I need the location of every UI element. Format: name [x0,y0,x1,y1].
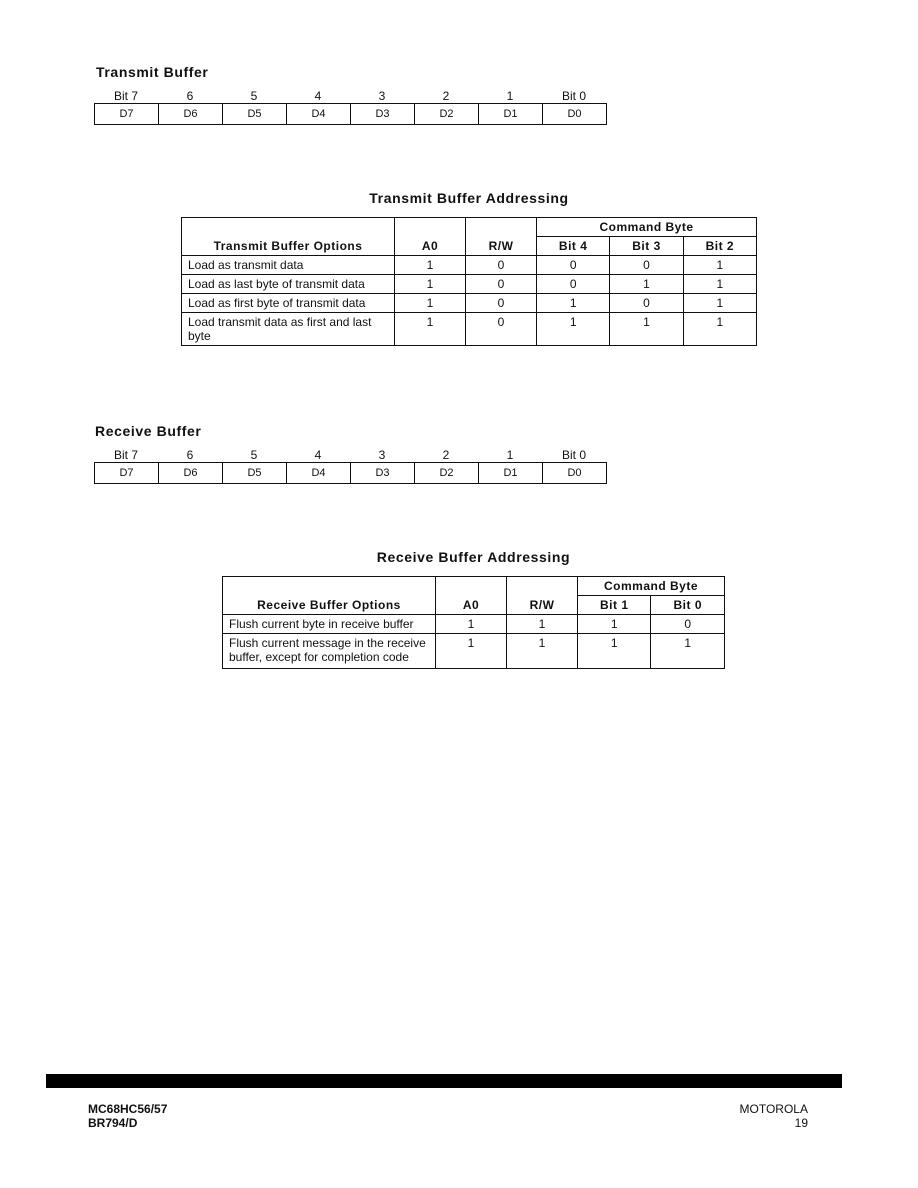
a0-cell: 1 [395,256,466,275]
bit-cell: D7 [119,467,134,479]
a0-cell: 1 [395,313,466,346]
bit-number: 5 [250,89,258,103]
options-header: Transmit Buffer Options [182,218,395,256]
bit-number: 1 [506,448,514,462]
receive-addressing-table [222,576,725,669]
bit-header: Bit 0 [651,596,725,615]
bit-cell: 1 [578,615,651,634]
option-cell: Load as transmit data [182,256,395,275]
bit-header: Bit 3 [610,237,683,256]
table-row [182,256,757,275]
rw-header: R/W [507,577,578,615]
bit-number: Bit 0 [561,89,586,103]
document-code: BR794/D [88,1116,138,1130]
bit-cell: 1 [578,634,651,669]
bit-number: 6 [186,448,194,462]
table-row [223,634,725,669]
bit-number-row [94,448,607,462]
option-cell: Load as first byte of transmit data [182,294,395,313]
option-cell: Flush current byte in receive buffer [223,615,436,634]
bit-cell: 0 [651,615,725,634]
rw-cell: 0 [466,275,537,294]
bit-cell: D3 [350,463,414,483]
bit-cell: 1 [683,275,756,294]
bit-number: 6 [186,89,194,103]
a0-cell: 1 [395,275,466,294]
bit-number: 4 [314,89,322,103]
bit-cell: D2 [414,463,478,483]
transmit-addressing-table [181,217,757,346]
a0-cell: 1 [436,615,507,634]
publisher-name: MOTOROLA [739,1102,808,1116]
bit-cell-row [94,462,607,484]
a0-header: A0 [395,218,466,256]
table-row [182,294,757,313]
receive-buffer-register [94,448,607,484]
page-number: 19 [794,1116,808,1130]
bit-cell: D0 [542,104,606,124]
bit-cell: 1 [537,313,610,346]
rw-cell: 0 [466,313,537,346]
bit-cell: 0 [610,294,683,313]
bit-cell: D3 [350,104,414,124]
bit-cell: 1 [610,313,683,346]
bit-cell-row [94,103,607,125]
bit-cell: 1 [683,294,756,313]
options-header: Receive Buffer Options [223,577,436,615]
bit-cell: D6 [158,463,222,483]
bit-header: Bit 4 [537,237,610,256]
rw-cell: 0 [466,294,537,313]
bit-cell: D1 [478,463,542,483]
bit-number: 5 [250,448,258,462]
bit-cell: D6 [158,104,222,124]
command-byte-header: Command Byte [537,218,757,237]
bit-cell: D7 [119,108,134,120]
bit-number: 2 [442,89,450,103]
bit-cell: 1 [683,313,756,346]
bit-number: 2 [442,448,450,462]
option-cell: Flush current message in the receive buffer, except for completion code [223,634,436,669]
a0-header: A0 [436,577,507,615]
bit-header: Bit 2 [683,237,756,256]
document-part-number: MC68HC56/57 [88,1102,168,1116]
table-row [182,275,757,294]
bit-cell: D4 [286,104,350,124]
bit-number: Bit 0 [561,448,586,462]
rw-cell: 1 [507,615,578,634]
table-row [182,313,757,346]
a0-cell: 1 [395,294,466,313]
bit-number: 3 [378,89,386,103]
option-cell: Load transmit data as first and last byte [182,313,395,346]
bit-header: Bit 1 [578,596,651,615]
bit-number: 1 [506,89,514,103]
table-header-row [223,577,725,596]
bit-cell: D5 [222,104,286,124]
bit-number: 4 [314,448,322,462]
bit-cell: D1 [478,104,542,124]
bit-cell: D0 [542,463,606,483]
bit-cell: D4 [286,463,350,483]
option-cell: Load as last byte of transmit data [182,275,395,294]
rw-cell: 1 [507,634,578,669]
bit-number: Bit 7 [113,448,138,462]
receive-addressing-title: Receive Buffer Addressing [376,549,571,565]
receive-buffer-title: Receive Buffer [95,423,202,439]
table-header-row [182,218,757,237]
bit-cell: D2 [414,104,478,124]
bit-cell: 0 [610,256,683,275]
command-byte-header: Command Byte [578,577,725,596]
bit-cell: 1 [610,275,683,294]
bit-cell: 1 [651,634,725,669]
bit-cell: 0 [537,275,610,294]
footer-left [88,1102,167,1130]
bit-cell: 0 [537,256,610,275]
table-row [223,615,725,634]
transmit-addressing-title: Transmit Buffer Addressing [369,190,569,206]
rw-header: R/W [466,218,537,256]
transmit-buffer-title: Transmit Buffer [96,64,209,80]
rw-cell: 0 [466,256,537,275]
bit-cell: 1 [683,256,756,275]
transmit-buffer-register [94,89,607,125]
footer-rule [46,1074,842,1088]
footer-right [740,1102,808,1130]
bit-cell: D5 [222,463,286,483]
bit-number-row [94,89,607,103]
bit-number: Bit 7 [113,89,138,103]
bit-cell: 1 [537,294,610,313]
bit-number: 3 [378,448,386,462]
a0-cell: 1 [436,634,507,669]
